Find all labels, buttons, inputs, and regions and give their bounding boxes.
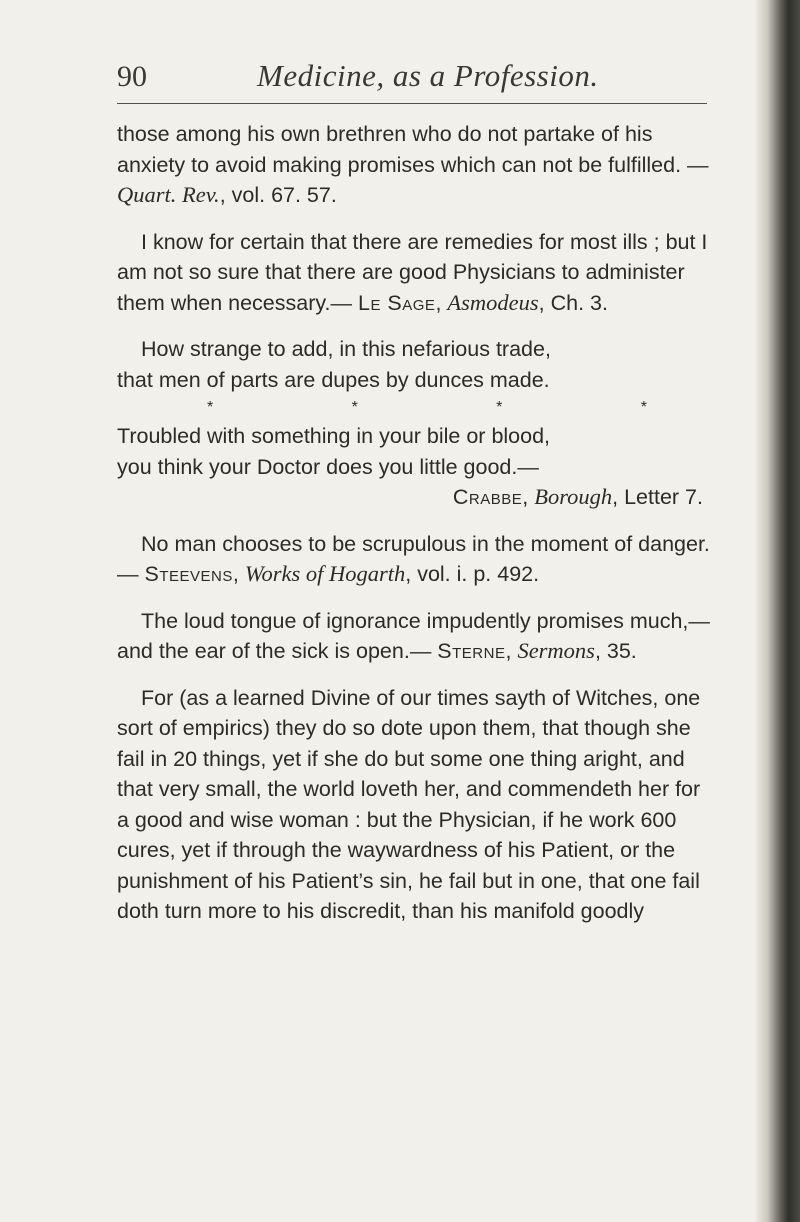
citation-author: Steevens [144, 562, 233, 586]
paragraph-5-text: The loud tongue of ignorance impudently promises much,— and the ear of the sick is open.— [117, 608, 710, 663]
verse-line: that men of parts are dupes by dunces made. [117, 367, 550, 392]
citation-author: Sterne [437, 639, 506, 663]
citation-source: Quart. Rev. [117, 182, 220, 207]
citation-work: Works of Hogarth [244, 561, 406, 586]
verse-attribution [117, 482, 717, 513]
paragraph-5 [117, 606, 717, 667]
star: * [640, 399, 647, 416]
citation-comma: , [435, 290, 448, 315]
citation-ref: , Letter 7. [612, 485, 703, 509]
citation-author: Le Sage [357, 290, 436, 315]
paragraph-1 [117, 119, 717, 211]
star: * [351, 399, 358, 416]
citation-ref: , vol. 67. 57. [219, 183, 337, 207]
citation-ref: , vol. i. p. 492. [405, 562, 540, 586]
header-rule [117, 103, 707, 104]
citation-comma: , [522, 485, 535, 509]
citation-ref: , Ch. 3. [538, 290, 608, 315]
ellipsis-stars [207, 395, 647, 421]
citation-comma: , [505, 639, 518, 663]
star: * [496, 399, 503, 416]
paragraph-4 [117, 529, 717, 590]
verse-line: Troubled with something in your bile or blood, [117, 424, 551, 448]
verse-line: you think your Doctor does you little good.— [117, 454, 539, 479]
verse-line: How strange to add, in this nefarious trade, [141, 337, 551, 361]
citation-comma: , [232, 562, 245, 586]
paragraph-6-text: For (as a learned Divine of our times sayth of Witches, one sort of empirics) they do so dote upon them, that though she fail in 20 things, yet if she do but some one thing aright, and that very small, the world loveth her, and commendeth her for a good and wise woman : but the Physician, if he work 600 cures, yet if through the waywardness of his Patient, or the punishment of his Patient’s sin, he fail but in one, that one fail doth turn more to his discredit, than his manifold goodly [117, 685, 701, 923]
verse-quotation [117, 334, 717, 513]
citation-work: Asmodeus [447, 289, 539, 315]
page-header [117, 52, 707, 102]
paragraph-2-text: I know for certain that there are remedies for most ills ; but I am not so sure that there are good Physicians to administer them when necessary.— [117, 229, 708, 315]
paragraph-4-text: No man chooses to be scrupulous in the moment of danger. — [117, 531, 710, 586]
page-body [117, 119, 717, 943]
page-number: 90 [117, 60, 147, 93]
running-title: Medicine, as a Profession. [257, 58, 599, 93]
citation-work: Sermons [517, 638, 595, 663]
paragraph-1-text: those among his own brethren who do not partake of his anxiety to avoid making promises which can not be fulfilled. — [117, 122, 709, 177]
citation-author: Crabbe [452, 485, 523, 509]
page-edge-shadow [754, 0, 800, 1222]
paragraph-2 [117, 227, 717, 319]
citation-work: Borough [534, 484, 613, 509]
paragraph-6 [117, 683, 717, 927]
citation-ref: , 35. [594, 639, 637, 663]
star: * [207, 399, 214, 416]
